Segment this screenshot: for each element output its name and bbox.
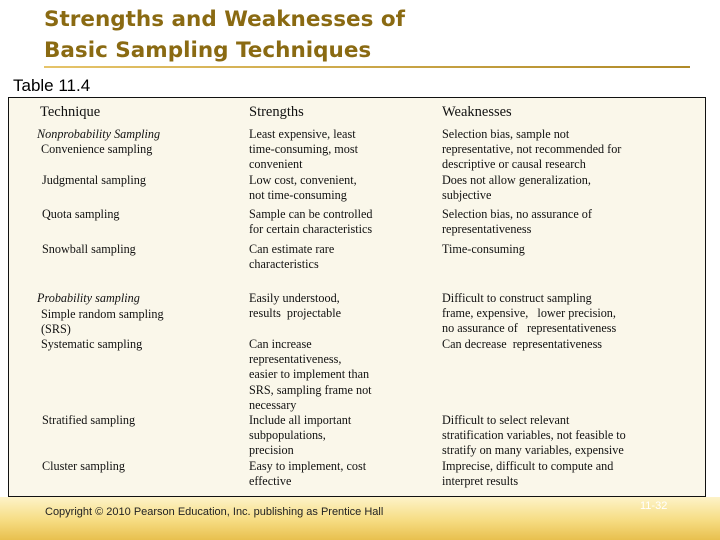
technique-snowball: Snowball sampling [42,242,136,256]
slide-title [44,4,405,66]
technique-stratified: Stratified sampling [42,413,136,427]
technique-cluster: Cluster sampling [42,459,125,473]
title-underline [44,66,690,68]
weaknesses-snowball: Time-consuming [442,242,525,256]
table-label: Table 11.4 [13,76,91,95]
weaknesses-systematic: Can decrease representativeness [442,337,603,351]
technique-quota: Quota sampling [42,207,120,221]
footer-bar [0,497,720,540]
technique-convenience: Convenience sampling [41,142,153,156]
page-number: 11-32 [640,500,668,512]
slide-title-line-1: Strengths and Weaknesses of [44,7,406,32]
strengths-judgmental: Low cost, convenient, not time-consuming [249,173,357,203]
strengths-stratified: Include all important subpopulations, precision [249,413,352,458]
weaknesses-simple-random: Difficult to construct sampling frame, expensive, lower precision, no assurance of representativeness [442,291,617,336]
copyright-notice: Copyright © 2010 Pearson Education, Inc. publishing as Prentice Hall [45,506,384,518]
slide-title-line-2: Basic Sampling Techniques [44,38,372,63]
weaknesses-quota: Selection bias, no assurance of representativeness [442,207,592,237]
column-header-technique: Technique [40,104,101,120]
weaknesses-cluster: Imprecise, difficult to compute and interpret results [442,459,614,489]
group-heading-nonprobability: Nonprobability Sampling [37,127,161,141]
strengths-quota: Sample can be controlled for certain characteristics [249,207,373,237]
column-header-strengths: Strengths [249,104,304,120]
strengths-cluster: Easy to implement, cost effective [249,459,367,489]
weaknesses-stratified: Difficult to select relevant stratification variables, not feasible to stratify on many variables, expensive [442,413,626,458]
strengths-snowball: Can estimate rare characteristics [249,242,335,272]
strengths-convenience: Least expensive, least time-consuming, most convenient [249,127,359,172]
technique-judgmental: Judgmental sampling [42,173,146,187]
technique-simple-random: Simple random sampling (SRS) [41,307,164,337]
column-header-weaknesses: Weaknesses [442,104,512,120]
weaknesses-judgmental: Does not allow generalization, subjective [442,173,591,203]
technique-systematic: Systematic sampling [41,337,143,351]
strengths-systematic: Can increase representativeness, easier to implement than SRS, sampling frame not necessary [249,337,372,412]
strengths-simple-random: Easily understood, results projectable [249,291,342,321]
group-heading-probability: Probability sampling [37,291,140,305]
weaknesses-convenience: Selection bias, sample not representative, not recommended for descriptive or causal research [442,127,622,172]
